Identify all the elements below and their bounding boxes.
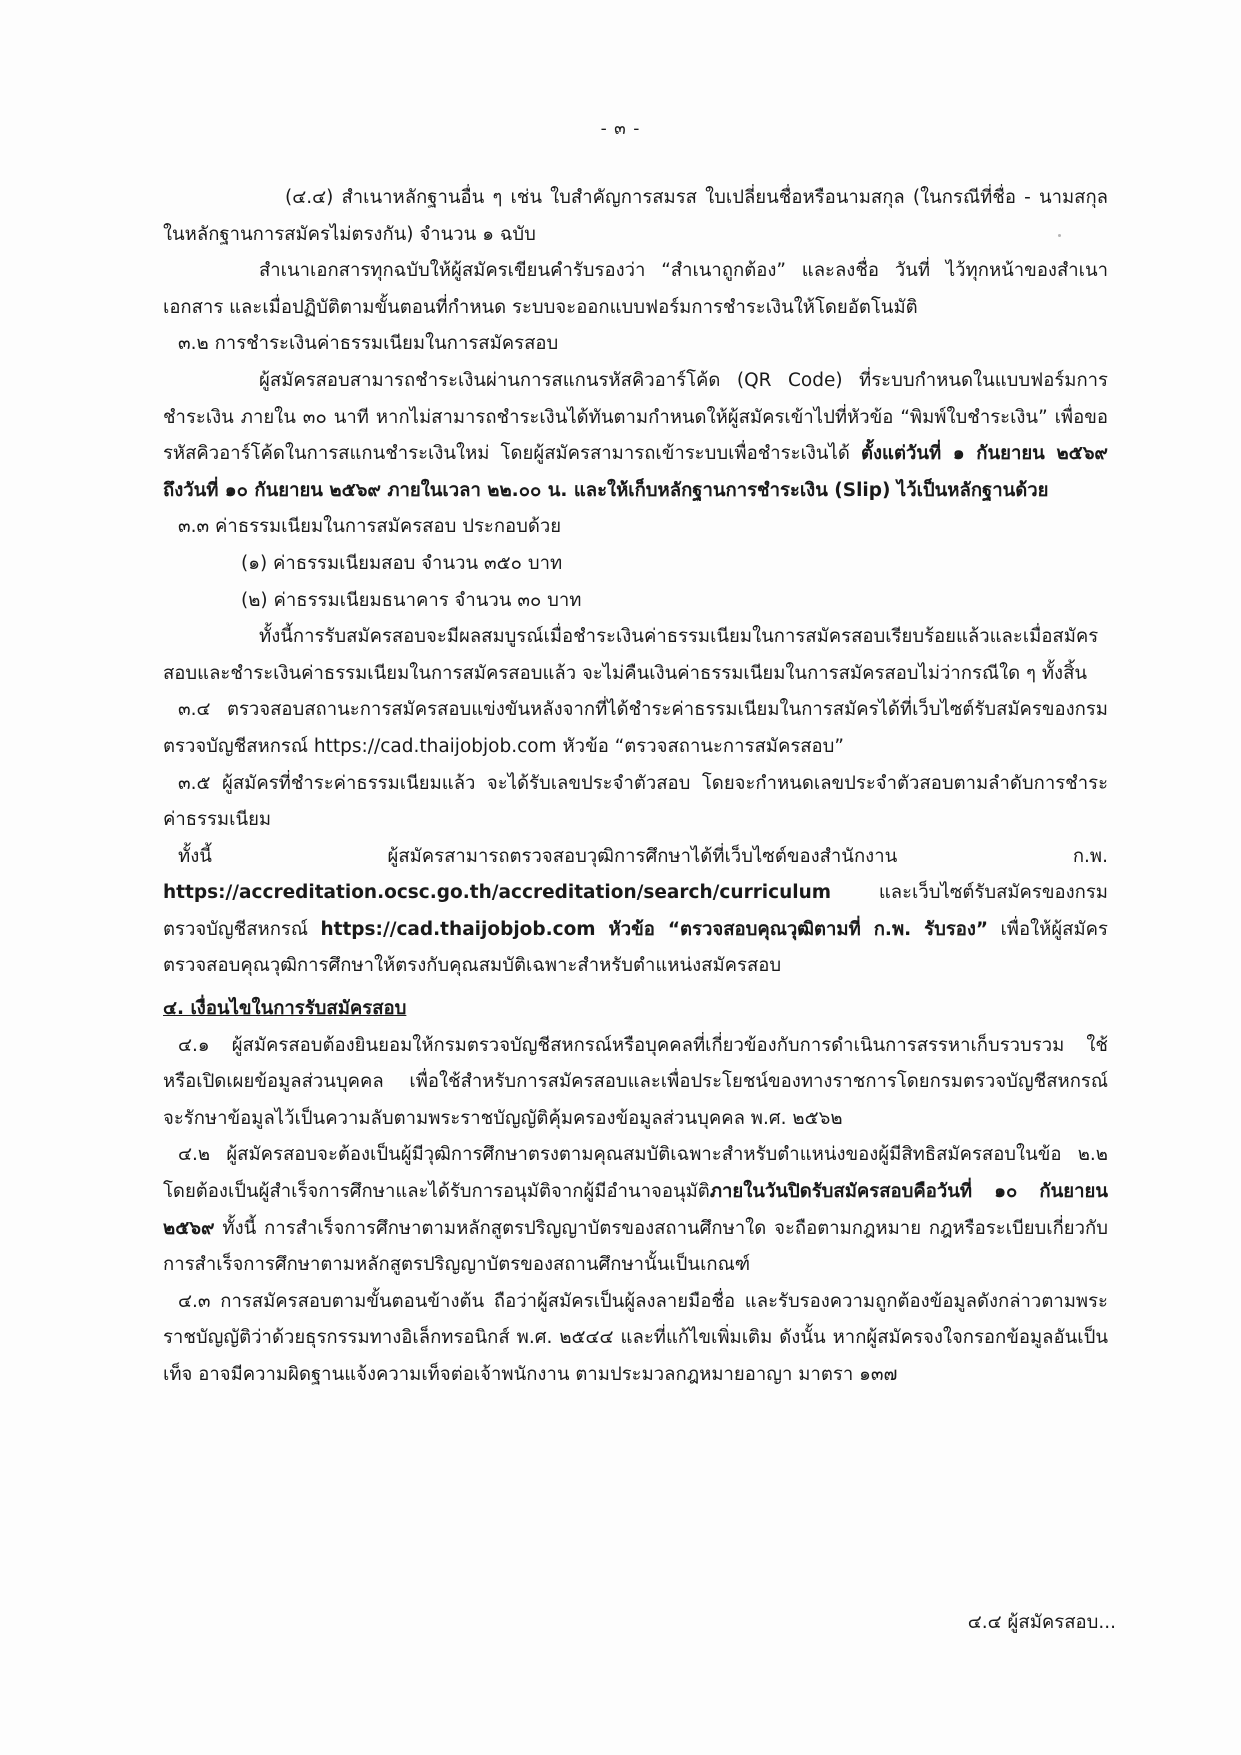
section-4-3-signature: ๔.๓ การสมัครสอบตามขั้นตอนข้างต้น ถือว่าผู้สมัครเป็นผู้ลงลายมือชื่อ และรับรองความถูกต้องข้อมูลดังกล่าวตามพระราชบัญญัติว่าด้วยธุรกรรมทางอิเล็กทรอนิกส์ พ.ศ. ๒๕๔๔ และที่แก้ไขเพิ่มเติม ดังนั้น หากผู้สมัครจงใจกรอกข้อมูลอันเป็นเท็จ อาจมีความผิดฐานแจ้งความเท็จต่อเจ้าพนักงาน ตามประมวลกฎหมายอาญา มาตรา ๑๓๗ bbox=[163, 1290, 1108, 1385]
paragraph-no-refund: ทั้งนี้การรับสมัครสอบจะมีผลสมบูรณ์เมื่อชำระเงินค่าธรรมเนียมในการสมัครสอบเรียบร้อยแล้วและเมื่อสมัครสอบและชำระเงินค่าธรรมเนียมในการสมัครสอบแล้ว จะไม่คืนเงินค่าธรรมเนียมในการสมัครสอบไม่ว่ากรณีใด ๆ ทั้งสิ้น bbox=[163, 626, 1099, 684]
paragraph-qualification-check bbox=[163, 839, 1108, 985]
qualification-requirement-text: ๔.๒ ผู้สมัครสอบจะต้องเป็นผู้มีวุฒิการศึกษาตรงตามคุณสมบัติเฉพาะสำหรับตำแหน่งของผู้มีสิทธิสมัครสอบในข้อ ๒.๒ โดยต้องเป็นผู้สำเร็จการศึกษาและได้รับการอนุมัติจากผู้มีอำนาจอนุมัติ bbox=[163, 1144, 1108, 1203]
paragraph-other-documents: (๔.๔) สำเนาหลักฐานอื่น ๆ เช่น ใบสำคัญการสมรส ใบเปลี่ยนชื่อหรือนามสกุล (ในกรณีที่ชื่อ - นามสกุล ในหลักฐานการสมัครไม่ตรงกัน) จำนวน ๑ ฉบับ bbox=[163, 187, 1108, 245]
paragraph-payment-method bbox=[163, 363, 1108, 509]
section-3-3-title: ๓.๓ ค่าธรรมเนียมในการสมัครสอบ ประกอบด้วย bbox=[178, 516, 562, 538]
closing-date-text: ภายในวันปิดรับสมัครสอบคือวันที่ ๑๐ กันยายน ๒๕๖๙ bbox=[163, 1181, 1108, 1239]
section-3-4-status-check: ๓.๔ ตรวจสอบสถานะการสมัครสอบแข่งขันหลังจากที่ได้ชำระค่าธรรมเนียมในการสมัครได้ที่เว็บไซต์รับสมัครของกรมตรวจบัญชีสหกรณ์ https://cad.thaijobjob.com หัวข้อ “ตรวจสถานะการสมัครสอบ” bbox=[163, 699, 1108, 757]
section-4-2-qualification bbox=[163, 1137, 1108, 1283]
qualification-mid-text: และเว็บไซต์รับสมัครของกรมตรวจบัญชีสหกรณ์ bbox=[163, 882, 1108, 940]
section-4-1-consent: ๔.๑ ผู้สมัครสอบต้องยินยอมให้กรมตรวจบัญชีสหกรณ์หรือบุคคลที่เกี่ยวข้องกับการดำเนินการสรรหาเก็บรวบรวม ใช้หรือเปิดเผยข้อมูลส่วนบุคคล เพื่อใช้สำหรับการสมัครสอบและเพื่อประโยชน์ของทางราชการโดยกรมตรวจบัญชีสหกรณ์จะรักษาข้อมูลไว้เป็นความลับตามพระราชบัญญัติคุ้มครองข้อมูลส่วนบุคคล พ.ศ. ๒๕๖๒ bbox=[163, 1034, 1108, 1129]
qualification-end-text: เพื่อให้ผู้สมัครตรวจสอบคุณวุฒิการศึกษาให้ตรงกับคุณสมบัติเฉพาะสำหรับตำแหน่งสมัครสอบ bbox=[163, 918, 1108, 977]
cad-thaijobjob-link[interactable]: https://cad.thaijobjob.com หัวข้อ “ตรวจสอบคุณวุฒิตามที่ ก.พ. รับรอง” bbox=[320, 918, 989, 940]
section-3-5-exam-number: ๓.๕ ผู้สมัครที่ชำระค่าธรรมเนียมแล้ว จะได้รับเลขประจำตัวสอบ โดยจะกำหนดเลขประจำตัวสอบตามลำดับการชำระค่าธรรมเนียม bbox=[163, 772, 1108, 831]
section-3-2-title: ๓.๒ การชำระเงินค่าธรรมเนียมในการสมัครสอบ bbox=[178, 333, 559, 355]
payment-deadline-text: ตั้งแต่วันที่ ๑ กันยายน ๒๕๖๙ ถึงวันที่ ๑๐ กันยายน ๒๕๖๙ ภายในเวลา ๒๒.๐๐ น. และให้เก็บหลักฐานการชำระเงิน (Slip) ไว้เป็นหลักฐานด้วย bbox=[163, 443, 1108, 501]
qualification-intro-text: ทั้งนี้ ผู้สมัครสามารถตรวจสอบวุฒิการศึกษาได้ที่เว็บไซต์ของสำนักงาน ก.พ. bbox=[178, 845, 1108, 867]
payment-method-text: ผู้สมัครสอบสามารถชำระเงินผ่านการสแกนรหัสคิวอาร์โค้ด (QR Code) ที่ระบบกำหนดในแบบฟอร์มการชำระเงิน ภายใน ๓๐ นาที หากไม่สามารถชำระเงินได้ทันตามกำหนดให้ผู้สมัครเข้าไปที่หัวข้อ “พิมพ์ใบชำระเงิน” เพื่อขอรหัสคิวอาร์โค้ดในการสแกนชำระเงินใหม่ โดยผู้สมัครสามารถเข้าระบบเพื่อชำระเงินได้ bbox=[163, 369, 1108, 465]
graduation-rule-text: ทั้งนี้ การสำเร็จการศึกษาตามหลักสูตรปริญญาบัตรของสถานศึกษาใด จะถือตามกฎหมาย กฎหรือระเบียบเกี่ยวกับการสำเร็จการศึกษาตามหลักสูตรปริญญาบัตรของสถานศึกษานั้นเป็นเกณฑ์ bbox=[163, 1217, 1108, 1276]
paragraph-certified-copies: สำเนาเอกสารทุกฉบับให้ผู้สมัครเขียนคำรับรองว่า “สำเนาถูกต้อง” และลงชื่อ วันที่ ไว้ทุกหน้าของสำเนาเอกสาร และเมื่อปฏิบัติตามขั้นตอนที่กำหนด ระบบจะออกแบบฟอร์มการชำระเงินให้โดยอัตโนมัติ bbox=[163, 260, 1108, 318]
document-body bbox=[163, 180, 1108, 1394]
continuation-footer: ๔.๔ ผู้สมัครสอบ... bbox=[967, 1612, 1116, 1633]
page-number: - ๓ - bbox=[600, 119, 641, 139]
section-4-heading: ๔. เงื่อนไขในการรับสมัครสอบ bbox=[163, 998, 407, 1020]
fee-item-exam: (๑) ค่าธรรมเนียมสอบ จำนวน ๓๕๐ บาท bbox=[241, 552, 563, 574]
ocsc-accreditation-link[interactable]: https://accreditation.ocsc.go.th/accreditation/search/curriculum bbox=[163, 882, 832, 904]
fee-item-bank: (๒) ค่าธรรมเนียมธนาคาร จำนวน ๓๐ บาท bbox=[241, 589, 582, 611]
